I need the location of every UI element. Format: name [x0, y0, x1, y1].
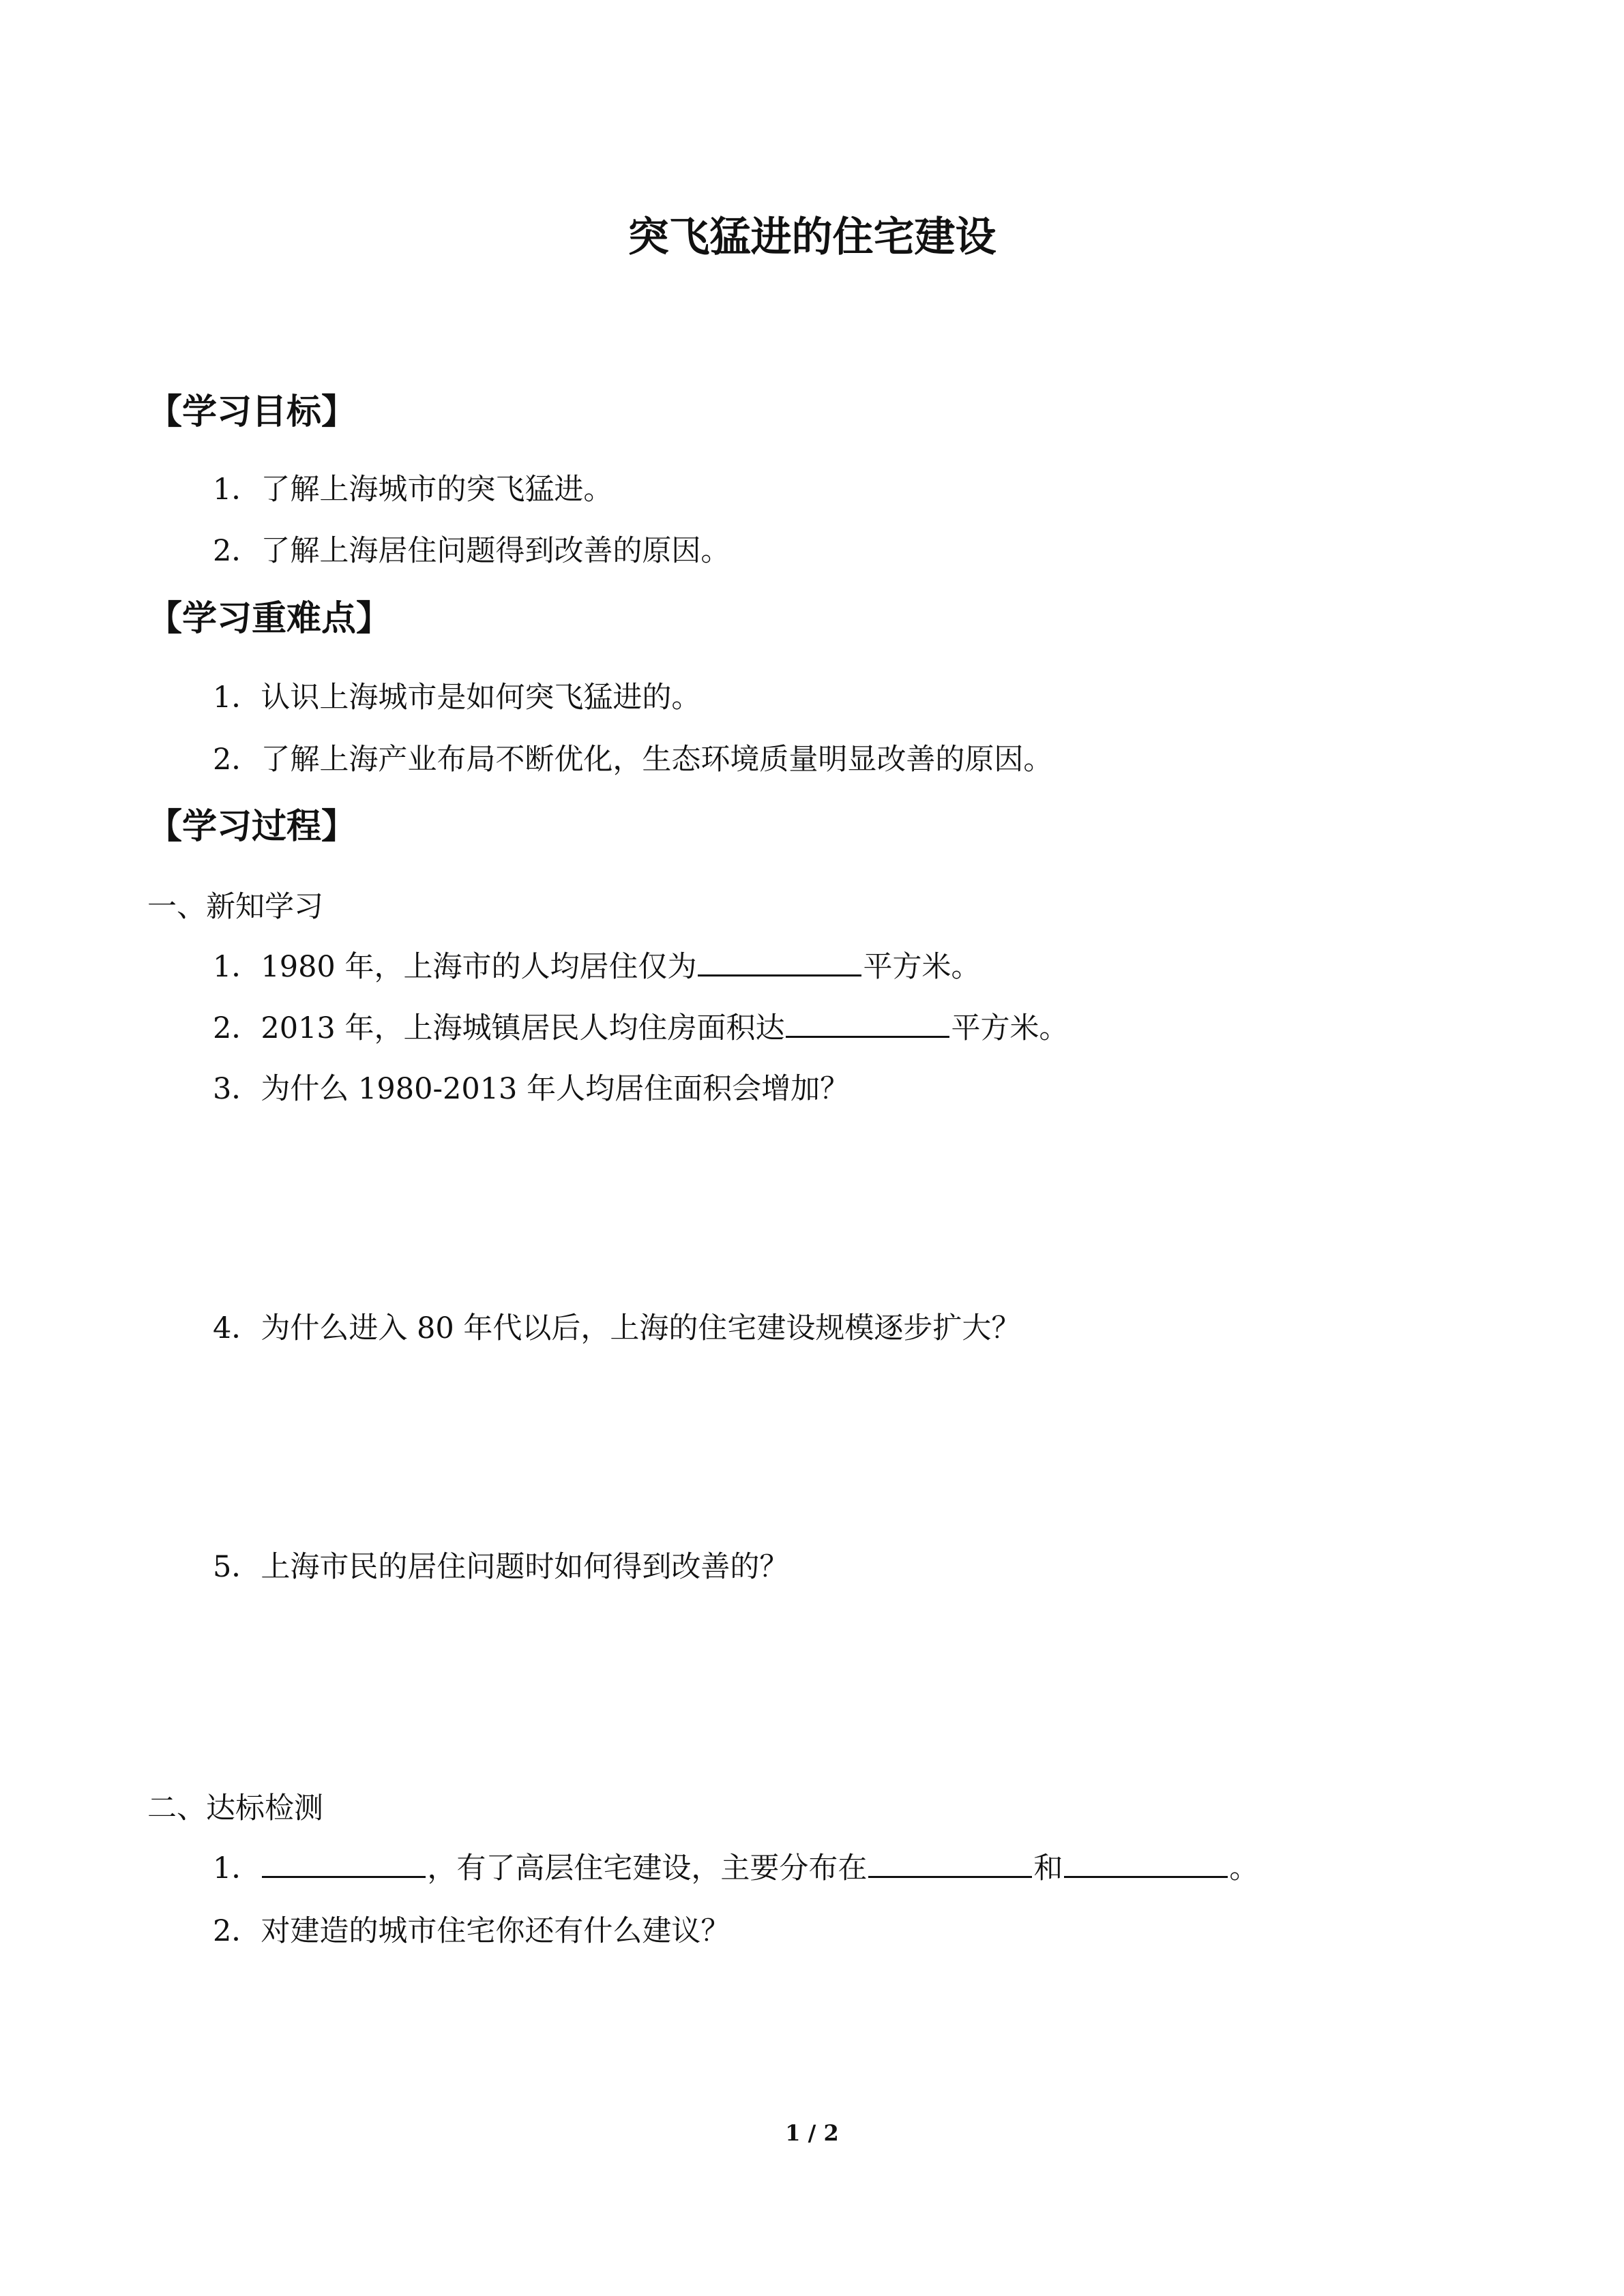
- new-knowledge-question-2: [213, 1008, 1068, 1049]
- objective-item-1: [213, 469, 612, 510]
- item-number: 1．: [213, 1851, 261, 1885]
- answer-blank-2[interactable]: [868, 1849, 1032, 1878]
- part-heading-assessment: 二、达标检测: [147, 1791, 323, 1825]
- item-text: 了解上海居住问题得到改善的原因。: [261, 534, 730, 568]
- question-text: 为什么进入 80 年代以后，上海的住宅建设规模逐步扩大？: [261, 1311, 1021, 1345]
- assessment-question-2: [213, 1911, 730, 1952]
- answer-blank[interactable]: [786, 1009, 949, 1038]
- item-number: 2．: [213, 534, 261, 568]
- item-number: 3．: [213, 1072, 261, 1106]
- question-text-tail: 平方米。: [951, 1011, 1069, 1045]
- page-title: 突飞猛进的住宅建设: [628, 213, 996, 261]
- objective-item-2: [213, 531, 730, 571]
- section-heading-key-points: 【学习重难点】: [147, 599, 392, 639]
- item-number: 2．: [213, 1914, 261, 1948]
- section-heading-objectives: 【学习目标】: [147, 392, 357, 432]
- part-heading-new-knowledge: 一、新知学习: [147, 890, 323, 924]
- item-text: 认识上海城市是如何突飞猛进的。: [261, 681, 701, 715]
- question-text: 对建造的城市住宅你还有什么建议？: [261, 1914, 730, 1948]
- new-knowledge-question-4: [213, 1308, 1020, 1349]
- item-number: 2．: [213, 743, 261, 777]
- item-number: 2．: [213, 1011, 261, 1045]
- question-text: 为什么 1980-2013 年人均居住面积会增加？: [261, 1072, 850, 1106]
- page-number: 1 / 2: [785, 2120, 839, 2146]
- key-point-item-1: [213, 677, 700, 718]
- answer-blank-3[interactable]: [1064, 1849, 1228, 1878]
- answer-blank[interactable]: [698, 947, 861, 976]
- section-heading-process: 【学习过程】: [147, 807, 357, 847]
- item-text: 了解上海城市的突飞猛进。: [261, 473, 613, 507]
- item-text: 了解上海产业布局不断优化，生态环境质量明显改善的原因。: [261, 743, 1053, 777]
- question-text: 1980 年，上海市的人均居住仅为: [261, 950, 697, 984]
- answer-blank-1[interactable]: [262, 1849, 426, 1878]
- key-point-item-2: [213, 739, 1052, 780]
- question-text: 2013 年，上海城镇居民人均住房面积达: [261, 1011, 785, 1045]
- question-text-tail: 。: [1229, 1851, 1259, 1885]
- question-text-join: 和: [1033, 1851, 1063, 1885]
- new-knowledge-question-5: [213, 1547, 788, 1587]
- new-knowledge-question-1: [213, 946, 980, 987]
- item-number: 4．: [213, 1311, 261, 1345]
- item-number: 5．: [213, 1550, 261, 1584]
- question-text: ，有了高层住宅建设，主要分布在: [427, 1851, 868, 1885]
- item-number: 1．: [213, 681, 261, 715]
- new-knowledge-question-3: [213, 1069, 849, 1109]
- item-number: 1．: [213, 473, 261, 507]
- assessment-question-1: [213, 1848, 1258, 1889]
- question-text-tail: 平方米。: [863, 950, 981, 984]
- question-text: 上海市民的居住问题时如何得到改善的？: [261, 1550, 789, 1584]
- item-number: 1．: [213, 950, 261, 984]
